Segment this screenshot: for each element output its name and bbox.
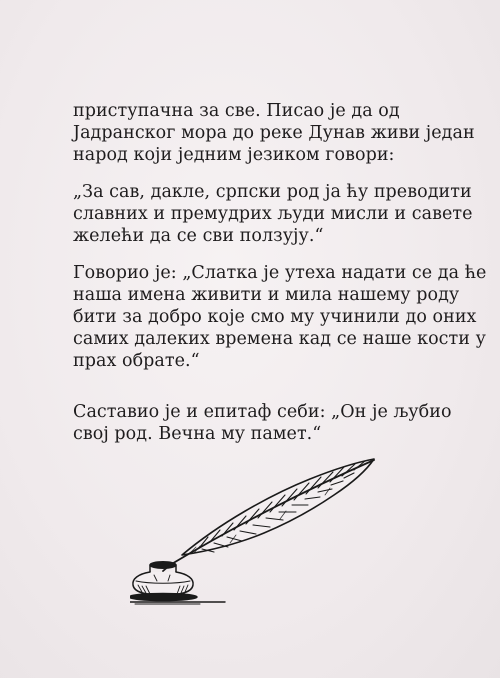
text-block [73,100,487,445]
text-line: бити за добро које смо му учинили до оних [73,307,477,327]
text-line: „За сав, дакле, српски род ја ћу преводити [73,182,472,202]
text-line: наша имена живити и мила нашему роду [73,285,460,305]
text-line: свој род. Вечна му памет.“ [73,424,322,444]
ground-shadow [130,602,225,604]
text-line: славних и премудрих људи мисли и савете [73,204,473,224]
inkwell [130,562,197,601]
text-line: самих далеких времена кад се наше кости у [73,329,486,349]
text-line: Саставио је и епитаф себи: „Он је љубио [73,402,452,422]
text-line: приступачна за све. Писао је да од [73,101,400,121]
paragraph-4-epitaph [73,401,473,445]
text-line: желећи да се сви ползују.“ [73,226,324,246]
text-line: Јадранског мора до реке Дунав живи један [73,123,475,143]
paragraph-3-quote [73,262,487,372]
quill-and-inkwell-icon [130,455,380,605]
paragraph-2-quote [73,181,473,247]
text-line: прах обрате.“ [73,351,200,371]
paragraph-1 [73,100,473,166]
text-line: народ који једним језиком говори: [73,145,395,165]
text-line: Говорио је: „Слатка је утеха надати се да ће [73,263,487,283]
